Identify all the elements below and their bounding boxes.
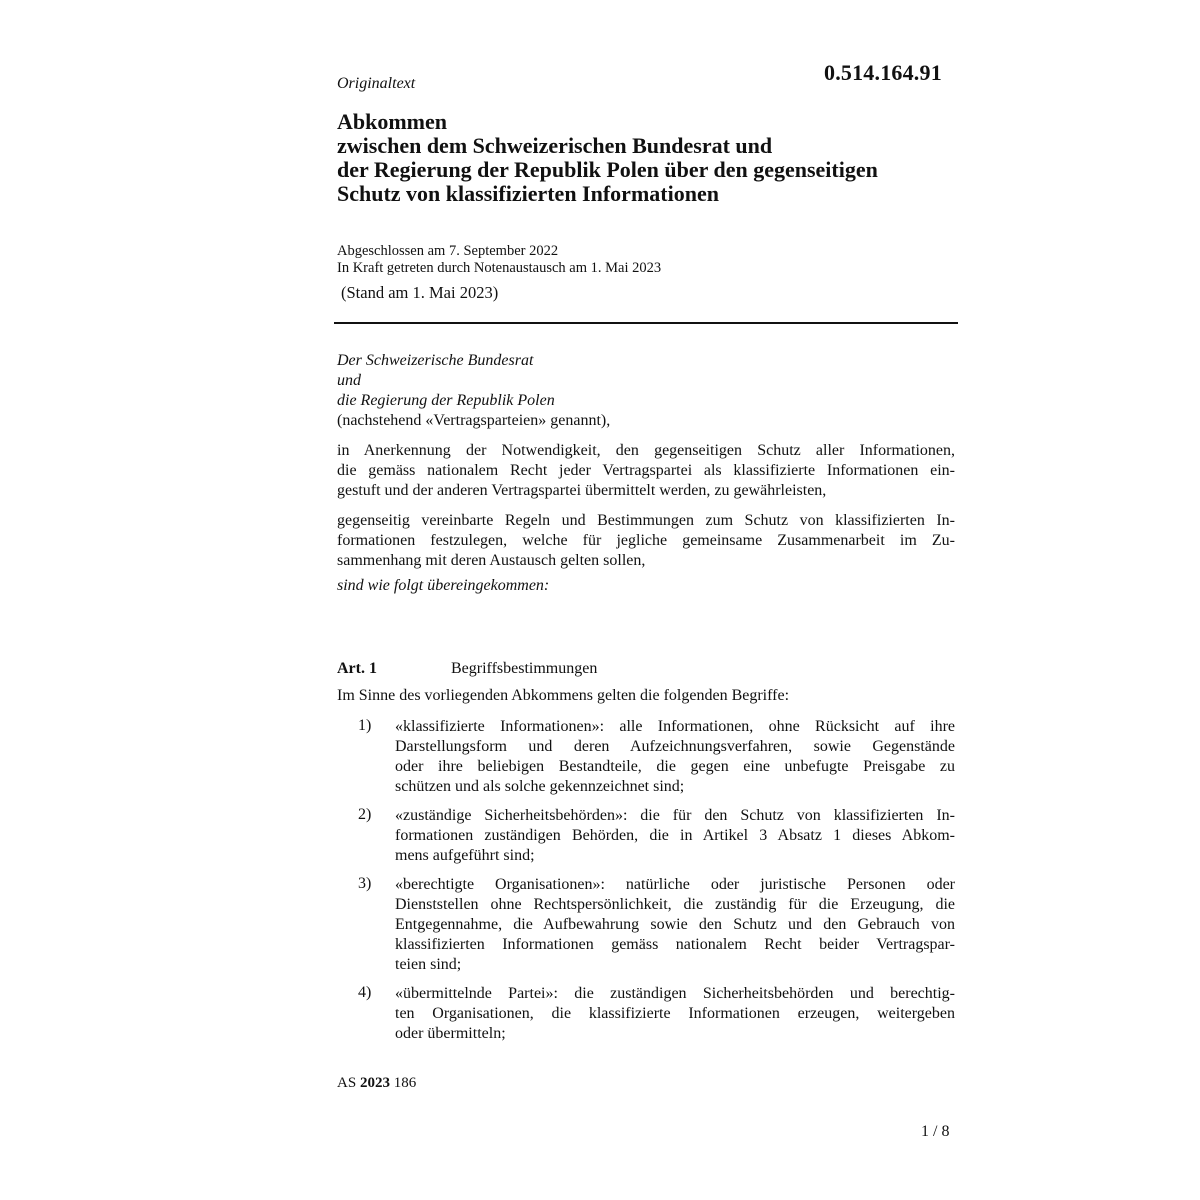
party-two: die Regierung der Republik Polen bbox=[337, 392, 555, 409]
party-one: Der Schweizerische Bundesrat bbox=[337, 352, 534, 369]
document-meta bbox=[337, 243, 661, 277]
list-item-number: 3) bbox=[358, 875, 372, 892]
parties-designation: (nachstehend «Vertragsparteien» genannt), bbox=[337, 412, 611, 429]
article-intro: Im Sinne des vorliegenden Abkommens gelten die folgenden Begriffe: bbox=[337, 687, 790, 704]
text-line: gegenseitig vereinbarte Regeln und Bestimmungen zum Schutz von klassifizierten In- bbox=[337, 512, 955, 529]
title-line: der Regierung der Republik Polen über den gegenseitigen bbox=[337, 157, 878, 182]
title-line: Schutz von klassifizierten Informationen bbox=[337, 181, 719, 206]
article-number: Art. 1 bbox=[337, 660, 377, 677]
original-text-label: Originaltext bbox=[337, 75, 416, 92]
list-item bbox=[395, 875, 955, 975]
text-line: «übermittelnde Partei»: die zuständigen Sicherheitsbehörden und berechtig- bbox=[395, 985, 955, 1002]
text-line: «berechtigte Organisationen»: natürliche oder juristische Personen oder bbox=[395, 876, 955, 893]
conjunction: und bbox=[337, 372, 361, 389]
text-line: Darstellungsform und deren Aufzeichnungsverfahren, sowie Gegenstände bbox=[395, 738, 955, 755]
page-indicator: 1 / 8 bbox=[921, 1123, 950, 1140]
text-line: sammenhang mit deren Austausch gelten sollen, bbox=[337, 552, 646, 569]
text-line: oder übermitteln; bbox=[395, 1025, 506, 1042]
text-line: formationen festzulegen, welche für jegliche gemeinsame Zusammenarbeit im Zu- bbox=[337, 532, 955, 549]
list-item bbox=[395, 717, 955, 797]
agreement-clause: sind wie folgt übereingekommen: bbox=[337, 577, 550, 594]
as-prefix: AS bbox=[337, 1075, 357, 1091]
text-line: formationen zuständigen Behörden, die in Artikel 3 Absatz 1 dieses Abkom- bbox=[395, 827, 955, 844]
in-force-date: In Kraft getreten durch Notenaustausch am 1. Mai 2023 bbox=[337, 260, 662, 276]
list-item-number: 4) bbox=[358, 984, 372, 1001]
title-line: zwischen dem Schweizerischen Bundesrat und bbox=[337, 133, 773, 158]
text-line: die gemäss nationalem Recht jeder Vertragspartei als klassifizierte Informationen ein- bbox=[337, 462, 955, 479]
header-divider bbox=[334, 322, 958, 324]
concluded-date: Abgeschlossen am 7. September 2022 bbox=[337, 243, 559, 259]
article-title: Begriffsbestimmungen bbox=[451, 660, 598, 677]
list-item-number: 1) bbox=[358, 717, 372, 734]
document-title bbox=[337, 110, 977, 206]
text-line: ten Organisationen, die klassifizierte Informationen erzeugen, weitergeben bbox=[395, 1005, 955, 1022]
text-line: schützen und als solche gekennzeichnet sind; bbox=[395, 778, 685, 795]
official-collection-reference bbox=[337, 1075, 416, 1092]
text-line: oder ihre beliebigen Bestandteile, die gegen eine unbefugte Preisgabe zu bbox=[395, 758, 955, 775]
text-line: gestuft und der anderen Vertragspartei übermittelt werden, zu gewährleisten, bbox=[337, 482, 827, 499]
text-line: Entgegennahme, die Aufbewahrung sowie den Schutz und den Gebrauch von bbox=[395, 916, 955, 933]
text-line: Dienststellen ohne Rechtspersönlichkeit, die zuständig für die Erzeugung, die bbox=[395, 896, 955, 913]
list-item-number: 2) bbox=[358, 806, 372, 823]
text-line: klassifizierten Informationen gemäss nationalem Recht beider Vertragspar- bbox=[395, 936, 955, 953]
text-line: «klassifizierte Informationen»: alle Informationen, ohne Rücksicht auf ihre bbox=[395, 718, 955, 735]
title-line: Abkommen bbox=[337, 109, 448, 134]
sr-number: 0.514.164.91 bbox=[824, 60, 942, 85]
text-line: «zuständige Sicherheitsbehörden»: die für den Schutz von klassifizierten In- bbox=[395, 807, 955, 824]
text-line: in Anerkennung der Notwendigkeit, den gegenseitigen Schutz aller Informationen, bbox=[337, 442, 955, 459]
list-item bbox=[395, 806, 955, 866]
text-line: mens aufgeführt sind; bbox=[395, 847, 535, 864]
preamble-parties bbox=[337, 351, 610, 431]
as-page: 186 bbox=[393, 1075, 417, 1091]
list-item bbox=[395, 984, 955, 1044]
preamble-paragraph-2 bbox=[337, 511, 955, 571]
text-line: teien sind; bbox=[395, 956, 462, 973]
status-date: (Stand am 1. Mai 2023) bbox=[341, 283, 499, 302]
preamble-paragraph-1 bbox=[337, 441, 955, 501]
as-year: 2023 bbox=[359, 1075, 390, 1091]
